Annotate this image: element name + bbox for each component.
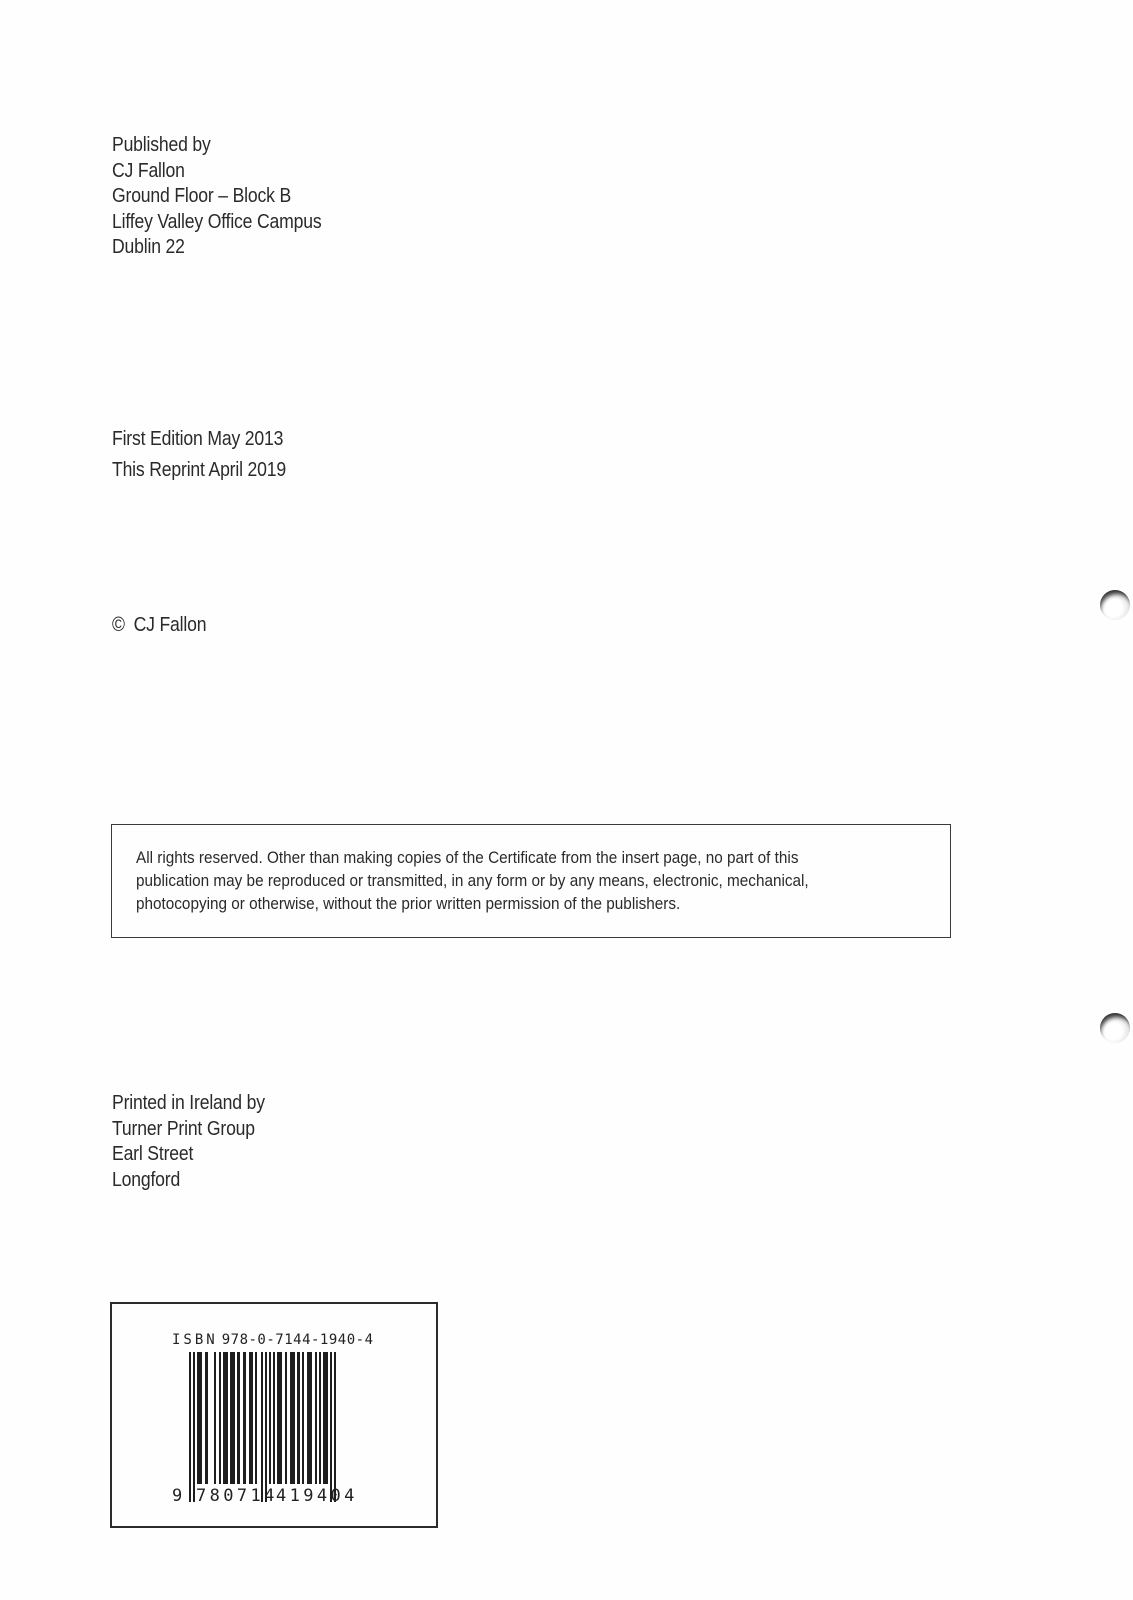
rights-line: All rights reserved. Other than making copies of the Certificate from the insert page, no part of this xyxy=(136,848,799,867)
printer-address-line: Earl Street xyxy=(112,1143,194,1165)
isbn-barcode-box xyxy=(110,1302,438,1528)
publisher-address-block xyxy=(112,133,321,261)
publisher-address-line: Liffey Valley Office Campus xyxy=(112,210,322,233)
rights-reserved-text xyxy=(136,846,809,915)
rights-reserved-box xyxy=(111,824,951,938)
copyright-notice xyxy=(112,613,206,639)
rights-line: photocopying or otherwise, without the prior written permission of the publishers. xyxy=(136,894,681,913)
printer-address-line: Longford xyxy=(112,1168,181,1191)
rights-line: publication may be reproduced or transmitted, in any form or by any means, electronic, mechanical, xyxy=(136,871,809,890)
publisher-address-line: Dublin 22 xyxy=(112,236,185,258)
publisher-address-line: Ground Floor – Block B xyxy=(112,185,292,207)
punch-hole-icon xyxy=(1100,590,1130,620)
edition-info-block xyxy=(112,424,286,486)
isbn-prefix: ISBN xyxy=(172,1332,218,1348)
punch-hole-icon xyxy=(1100,1013,1130,1043)
barcode-left-digits: 780714 xyxy=(196,1486,278,1506)
publisher-name: CJ Fallon xyxy=(112,159,185,182)
copyright-holder: CJ Fallon xyxy=(133,614,207,636)
printer-line: Printed in Ireland by xyxy=(112,1092,265,1114)
barcode-icon xyxy=(189,1352,363,1502)
barcode-first-digit: 9 xyxy=(172,1486,186,1506)
printer-name: Turner Print Group xyxy=(112,1117,255,1140)
isbn-label xyxy=(172,1332,374,1348)
first-edition-text: First Edition May 2013 xyxy=(112,428,284,450)
publisher-line: Published by xyxy=(112,134,211,156)
isbn-number: 978-0-7144-1940-4 xyxy=(221,1332,374,1348)
reprint-text: This Reprint April 2019 xyxy=(112,459,287,481)
barcode-right-digits: 419404 xyxy=(276,1486,358,1506)
copyright-icon: © xyxy=(112,614,125,636)
printer-address-block xyxy=(112,1091,265,1193)
